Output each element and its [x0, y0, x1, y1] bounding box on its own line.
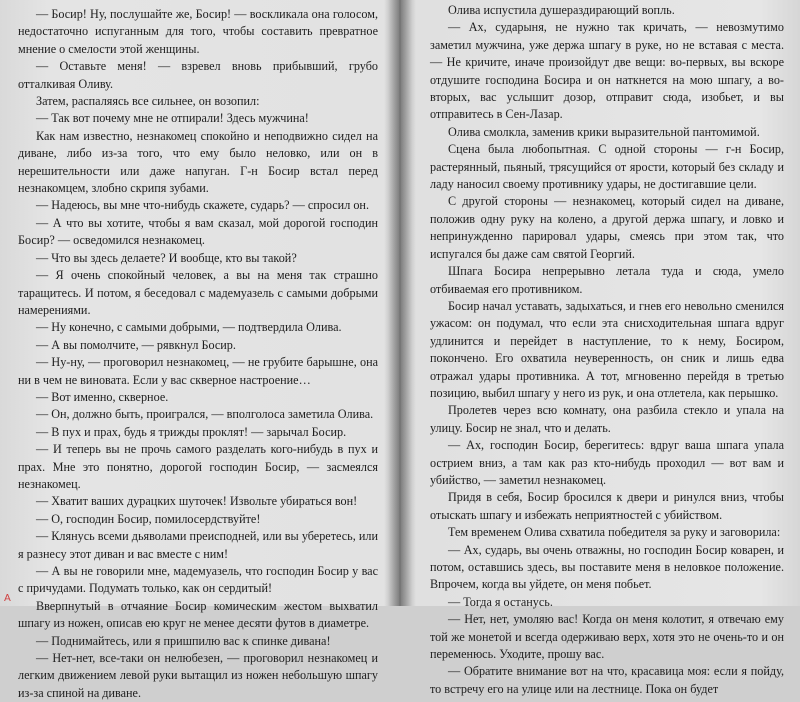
right-page [400, 0, 800, 696]
paragraph: — Он, должно быть, проигрался, — вполголоса заметила Олива. [36, 407, 374, 422]
paragraph: Олива смолкла, заменив крики выразительной пантомимой. [448, 124, 760, 139]
paragraph: — Босир! Ну, послушайте же, Босир! — воскликала она голосом, недостаточно испуганным для того, чтобы составить превратное мнение о смелости этой женщины. [18, 7, 378, 56]
left-page [0, 0, 400, 700]
paragraph: — В пух и прах, будь я трижды проклят! — зарычал Босир. [36, 424, 347, 439]
paragraph: — Ну-ну, — проговорил незнакомец, — не грубите барышне, она ни в чем не виновата. Если у вас скверное настроение… [18, 355, 378, 387]
paragraph: — Оставьте меня! — взревел вновь прибывший, грубо отталкивая Оливу. [18, 59, 378, 91]
paragraph: — Хватит ваших дурацких шуточек! Извольте убираться вон! [36, 494, 358, 509]
paragraph: — Ну конечно, с самыми добрыми, — подтвердила Олива. [36, 320, 342, 335]
paragraph: — Ах, господин Босир, берегитесь: вдруг ваша шпага упала острием вниз, а там как раз кто-нибудь проходил — вот вам и убийство, — заметил незнакомец. [430, 438, 784, 487]
paragraph: — Вот именно, скверное. [36, 389, 169, 404]
paragraph: — Нет, нет, умоляю вас! Когда он меня колотит, я отвечаю ему той же монетой и всегда одерживаю верх, хотя это не очень-то и он переменюсь. Уходите, прошу вас. [430, 612, 784, 662]
paragraph: Тем временем Олива схватила победителя за руку и заговорила: [448, 525, 781, 540]
paragraph: Олива испустила душераздирающий вопль. [448, 3, 675, 17]
paragraph: — Ах, сударь, вы очень отважны, но господин Босир коварен, и потом, оставшись здесь, вы поставите меня в неловкое положение. Впрочем, когда вы уйдете, он меня побьет. [430, 542, 784, 592]
paragraph: Вверпнутый в отчаяние Босир комическим жестом выхватил шпагу из ножен, описав ею круг не менее десяти футов в диаметре. [18, 598, 378, 631]
paragraph: — А вы помолчите, — рявкнул Босир. [36, 337, 236, 352]
paragraph: — Так вот почему мне не отпирали! Здесь мужчина! [36, 111, 309, 126]
paragraph: — Я очень спокойный человек, а вы на меня так страшно таращитесь. И потом, я беседовал с мадемуазель с самыми добрыми намерениями. [18, 268, 378, 317]
paragraph: — О, господин Босир, помилосердствуйте! [36, 511, 261, 526]
paragraph: — Ах, сударыня, не нужно так кричать, — невозмутимо заметил мужчина, уже держа шпагу в руке, но не вставая с места. — Не кричите, иначе произойдут две вещи: во-первых, вы вскоре отдушите господина Босира и он наткнется на мою шпагу, а во-вторых, вас услышит дозор, отправит сюда, изобьет, и вы отправитесь в Сен-Лазар. [430, 20, 784, 122]
paragraph: Придя в себя, Босир бросился к двери и ринулся вниз, чтобы отыскать шпагу и избежать неприятностей с убийством. [430, 490, 784, 522]
paragraph: Шпага Босира непрерывно летала туда и сюда, умело отбиваемая его противником. [430, 264, 784, 296]
paragraph: — И теперь вы не прочь самого разделать кого-нибудь в пух и прах. Мне это понятно, дорогой господин Босир, — засмеялся незнакомец. [18, 442, 378, 491]
paragraph: — Клянусь всеми дьяволами преисподней, или вы уберетесь, или я разнесу этот диван и вас вместе с ним! [18, 529, 378, 561]
paragraph: Сцена была любопытная. С одной стороны — г-н Босир, растерянный, пьяный, трясущийся от ярости, который без складу и ладу наносил своему противнику удары, не достигавшие цели. [430, 142, 784, 192]
corner-mark: A [4, 593, 11, 604]
paragraph: Как нам известно, незнакомец спокойно и неподвижно сидел на диване, либо из-за того, что ему было неловко, или он в нерешительности или даже напуган. Г-н Босир встал перед незнакомцем, злобно скрипя зубами. [18, 128, 378, 196]
paragraph: Босир начал уставать, задыхаться, и гнев его невольно сменился ужасом: он подумал, что если эта снисходительная шпага вдруг удлинится и перейдет в наступление, то к нему, Босиром, покончено. Его охватила неуверенность, он сник и лишь едва отражал удары противника. А тот, мгновенно перейдя в третью позицию, выбил шпагу у него из рук, и она отлетела, как перышко. [430, 298, 784, 400]
paragraph: — Обратите внимание вот на что, красавица моя: если я пойду, то встречу его на улице или на лестнице. Пока он будет [430, 664, 784, 696]
paragraph: — Тогда я останусь. [448, 594, 553, 609]
paragraph: — А что вы хотите, чтобы я вам сказал, мой дорогой господин Босир? — осведомился незнакомец. [18, 215, 378, 248]
paragraph: Затем, распаляясь все сильнее, он возопил: [36, 94, 260, 109]
paragraph: — Что вы здесь делаете? И вообще, кто вы такой? [36, 250, 297, 265]
paragraph: Пролетев через всю комнату, она разбила стекло и упала на улицу. Босир не знал, что и делать. [430, 403, 784, 435]
paragraph: — А вы не говорили мне, мадемуазель, что господин Босир у вас с причудами. Подумать только, как он сердитый! [18, 564, 378, 596]
paragraph: С другой стороны — незнакомец, который сидел на диване, положив одну руку на колено, а другой держа шпагу, и ловко и непринужденно парировал удары, смеясь при этом так, что испугался бы даже сам святой Георгий. [430, 194, 784, 261]
paragraph: — Нет-нет, все-таки он нелюбезен, — проговорил незнакомец и легким движением левой руки вытащил из ножен небольшую шпагу из-за спиной на диване. [18, 651, 378, 700]
paragraph: — Надеюсь, вы мне что-нибудь скажете, сударь? — спросил он. [36, 198, 369, 213]
paragraph: — Поднимайтесь, или я пришпилю вас к спинке дивана! [36, 633, 331, 648]
